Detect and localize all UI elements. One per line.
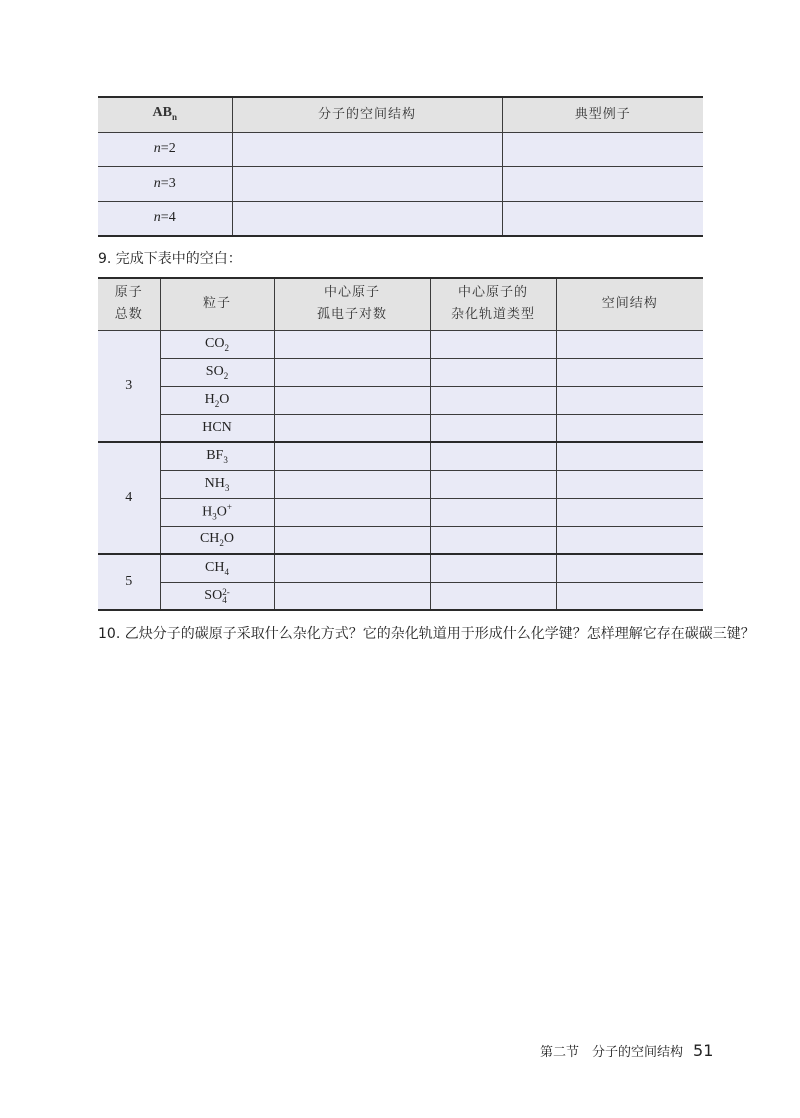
answer-cell[interactable] [430, 526, 556, 554]
answer-cell[interactable] [430, 414, 556, 442]
row-label-n3: n=3 [98, 166, 232, 201]
particle-so4-2minus: SO 2- 4 [160, 582, 274, 610]
answer-cell[interactable] [556, 386, 703, 414]
answer-cell[interactable] [274, 470, 430, 498]
answer-cell[interactable] [232, 166, 502, 201]
answer-cell[interactable] [430, 442, 556, 470]
hybridization-table [98, 277, 703, 611]
answer-cell[interactable] [274, 386, 430, 414]
answer-cell[interactable] [556, 358, 703, 386]
answer-cell[interactable] [556, 470, 703, 498]
answer-cell[interactable] [430, 554, 556, 582]
answer-cell[interactable] [556, 554, 703, 582]
particle-h2o: $H_2O$ [160, 386, 274, 414]
header-geometry: 空间结构 [556, 278, 703, 330]
answer-cell[interactable] [274, 554, 430, 582]
answer-cell[interactable] [430, 386, 556, 414]
page-number: 51 [693, 1041, 714, 1060]
row-label-n2: n=2 [98, 132, 232, 166]
header-particle: 粒子 [160, 278, 274, 330]
answer-cell[interactable] [274, 414, 430, 442]
atom-count-3: 3 [98, 330, 160, 442]
answer-cell[interactable] [274, 498, 430, 526]
atom-count-5: 5 [98, 554, 160, 610]
answer-cell[interactable] [274, 582, 430, 610]
row-label-n4: n=4 [98, 201, 232, 236]
particle-bf3: $BF_3$ [160, 442, 274, 470]
answer-cell[interactable] [556, 414, 703, 442]
answer-cell[interactable] [274, 442, 430, 470]
question-10: 10. 乙炔分子的碳原子采取什么杂化方式？它的杂化轨道用于形成什么化学键？怎样理解它存在碳碳三键？ [98, 626, 755, 642]
answer-cell[interactable] [274, 526, 430, 554]
answer-cell[interactable] [430, 498, 556, 526]
particle-so2: $SO_2$ [160, 358, 274, 386]
answer-cell[interactable] [556, 582, 703, 610]
answer-cell[interactable] [274, 358, 430, 386]
header-structure: 分子的空间结构 [232, 97, 502, 132]
answer-cell[interactable] [556, 330, 703, 358]
answer-cell[interactable] [502, 132, 703, 166]
answer-cell[interactable] [502, 166, 703, 201]
header-example: 典型例子 [502, 97, 703, 132]
header-abn: $AB_n$ [98, 97, 232, 132]
answer-cell[interactable] [502, 201, 703, 236]
page-footer [540, 1041, 713, 1060]
answer-cell[interactable] [232, 132, 502, 166]
answer-cell[interactable] [232, 201, 502, 236]
header-hybridization: 中心原子的 杂化轨道类型 [430, 278, 556, 330]
particle-h3o-plus: $H_3O^+$ [160, 498, 274, 526]
particle-co2: $CO_2$ [160, 330, 274, 358]
particle-ch4: $CH_4$ [160, 554, 274, 582]
ab-structure-table [98, 96, 703, 237]
atom-count-4: 4 [98, 442, 160, 554]
particle-nh3: $NH_3$ [160, 470, 274, 498]
answer-cell[interactable] [556, 498, 703, 526]
header-atom-count: 原子 总数 [98, 278, 160, 330]
answer-cell[interactable] [556, 442, 703, 470]
footer-section-title: 第二节 分子的空间结构 [540, 1045, 684, 1060]
answer-cell[interactable] [430, 582, 556, 610]
particle-ch2o: $CH_2O$ [160, 526, 274, 554]
answer-cell[interactable] [274, 330, 430, 358]
particle-hcn: HCN [160, 414, 274, 442]
answer-cell[interactable] [430, 358, 556, 386]
answer-cell[interactable] [430, 330, 556, 358]
question-9: 9. 完成下表中的空白： [98, 251, 242, 267]
answer-cell[interactable] [430, 470, 556, 498]
header-lone-pairs: 中心原子 孤电子对数 [274, 278, 430, 330]
answer-cell[interactable] [556, 526, 703, 554]
